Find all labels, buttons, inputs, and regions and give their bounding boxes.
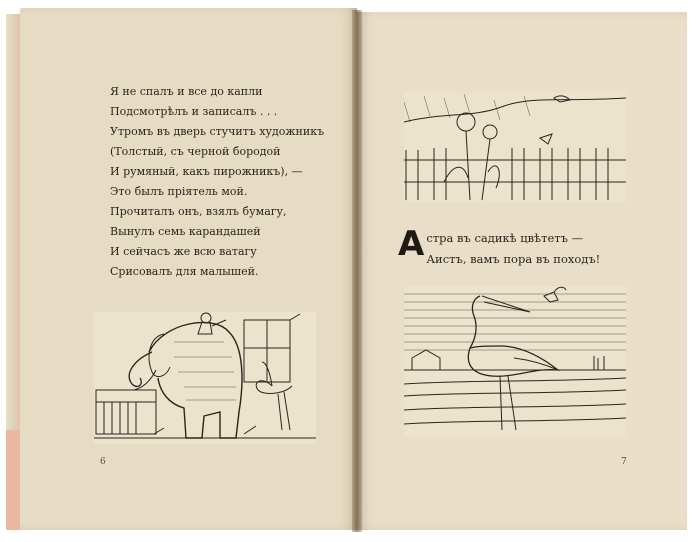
- caption-text: [398, 224, 638, 270]
- poem-line: Я не спалъ и все до капли: [110, 85, 263, 98]
- caption-line-2: Аистъ, вамъ пора въ походъ!: [426, 252, 601, 266]
- fence-illustration: [404, 92, 626, 202]
- poem-line: (Толстый, съ черной бородой: [110, 145, 281, 158]
- poem-line: Подсмотрѣлъ и записалъ . . .: [110, 105, 278, 118]
- right-page: [357, 12, 687, 530]
- poem-line: Это былъ пріятель мой.: [110, 185, 248, 198]
- poem-line: Прочиталъ онъ, взялъ бумагу,: [110, 205, 287, 218]
- caption-line-1: стра въ садикѣ цвѣтетъ —: [426, 231, 584, 245]
- poem-line: И сейчасъ же всю ватагу: [110, 245, 257, 258]
- stork-illustration: [404, 286, 626, 436]
- poem-line: И румяный, какъ пирожникъ), —: [110, 165, 303, 178]
- poem-line: Вынулъ семь карандашей: [110, 225, 261, 238]
- drop-cap: А: [398, 224, 425, 264]
- page-number-right: 7: [621, 457, 627, 467]
- poem-line: Утромъ въ дверь стучитъ художникъ: [110, 125, 325, 138]
- poem-text: [110, 82, 350, 282]
- elephant-illustration: [94, 312, 316, 444]
- book-gutter: [352, 10, 362, 532]
- poem-line: Срисовалъ для малышей.: [110, 265, 259, 278]
- page-number-left: 6: [100, 457, 106, 467]
